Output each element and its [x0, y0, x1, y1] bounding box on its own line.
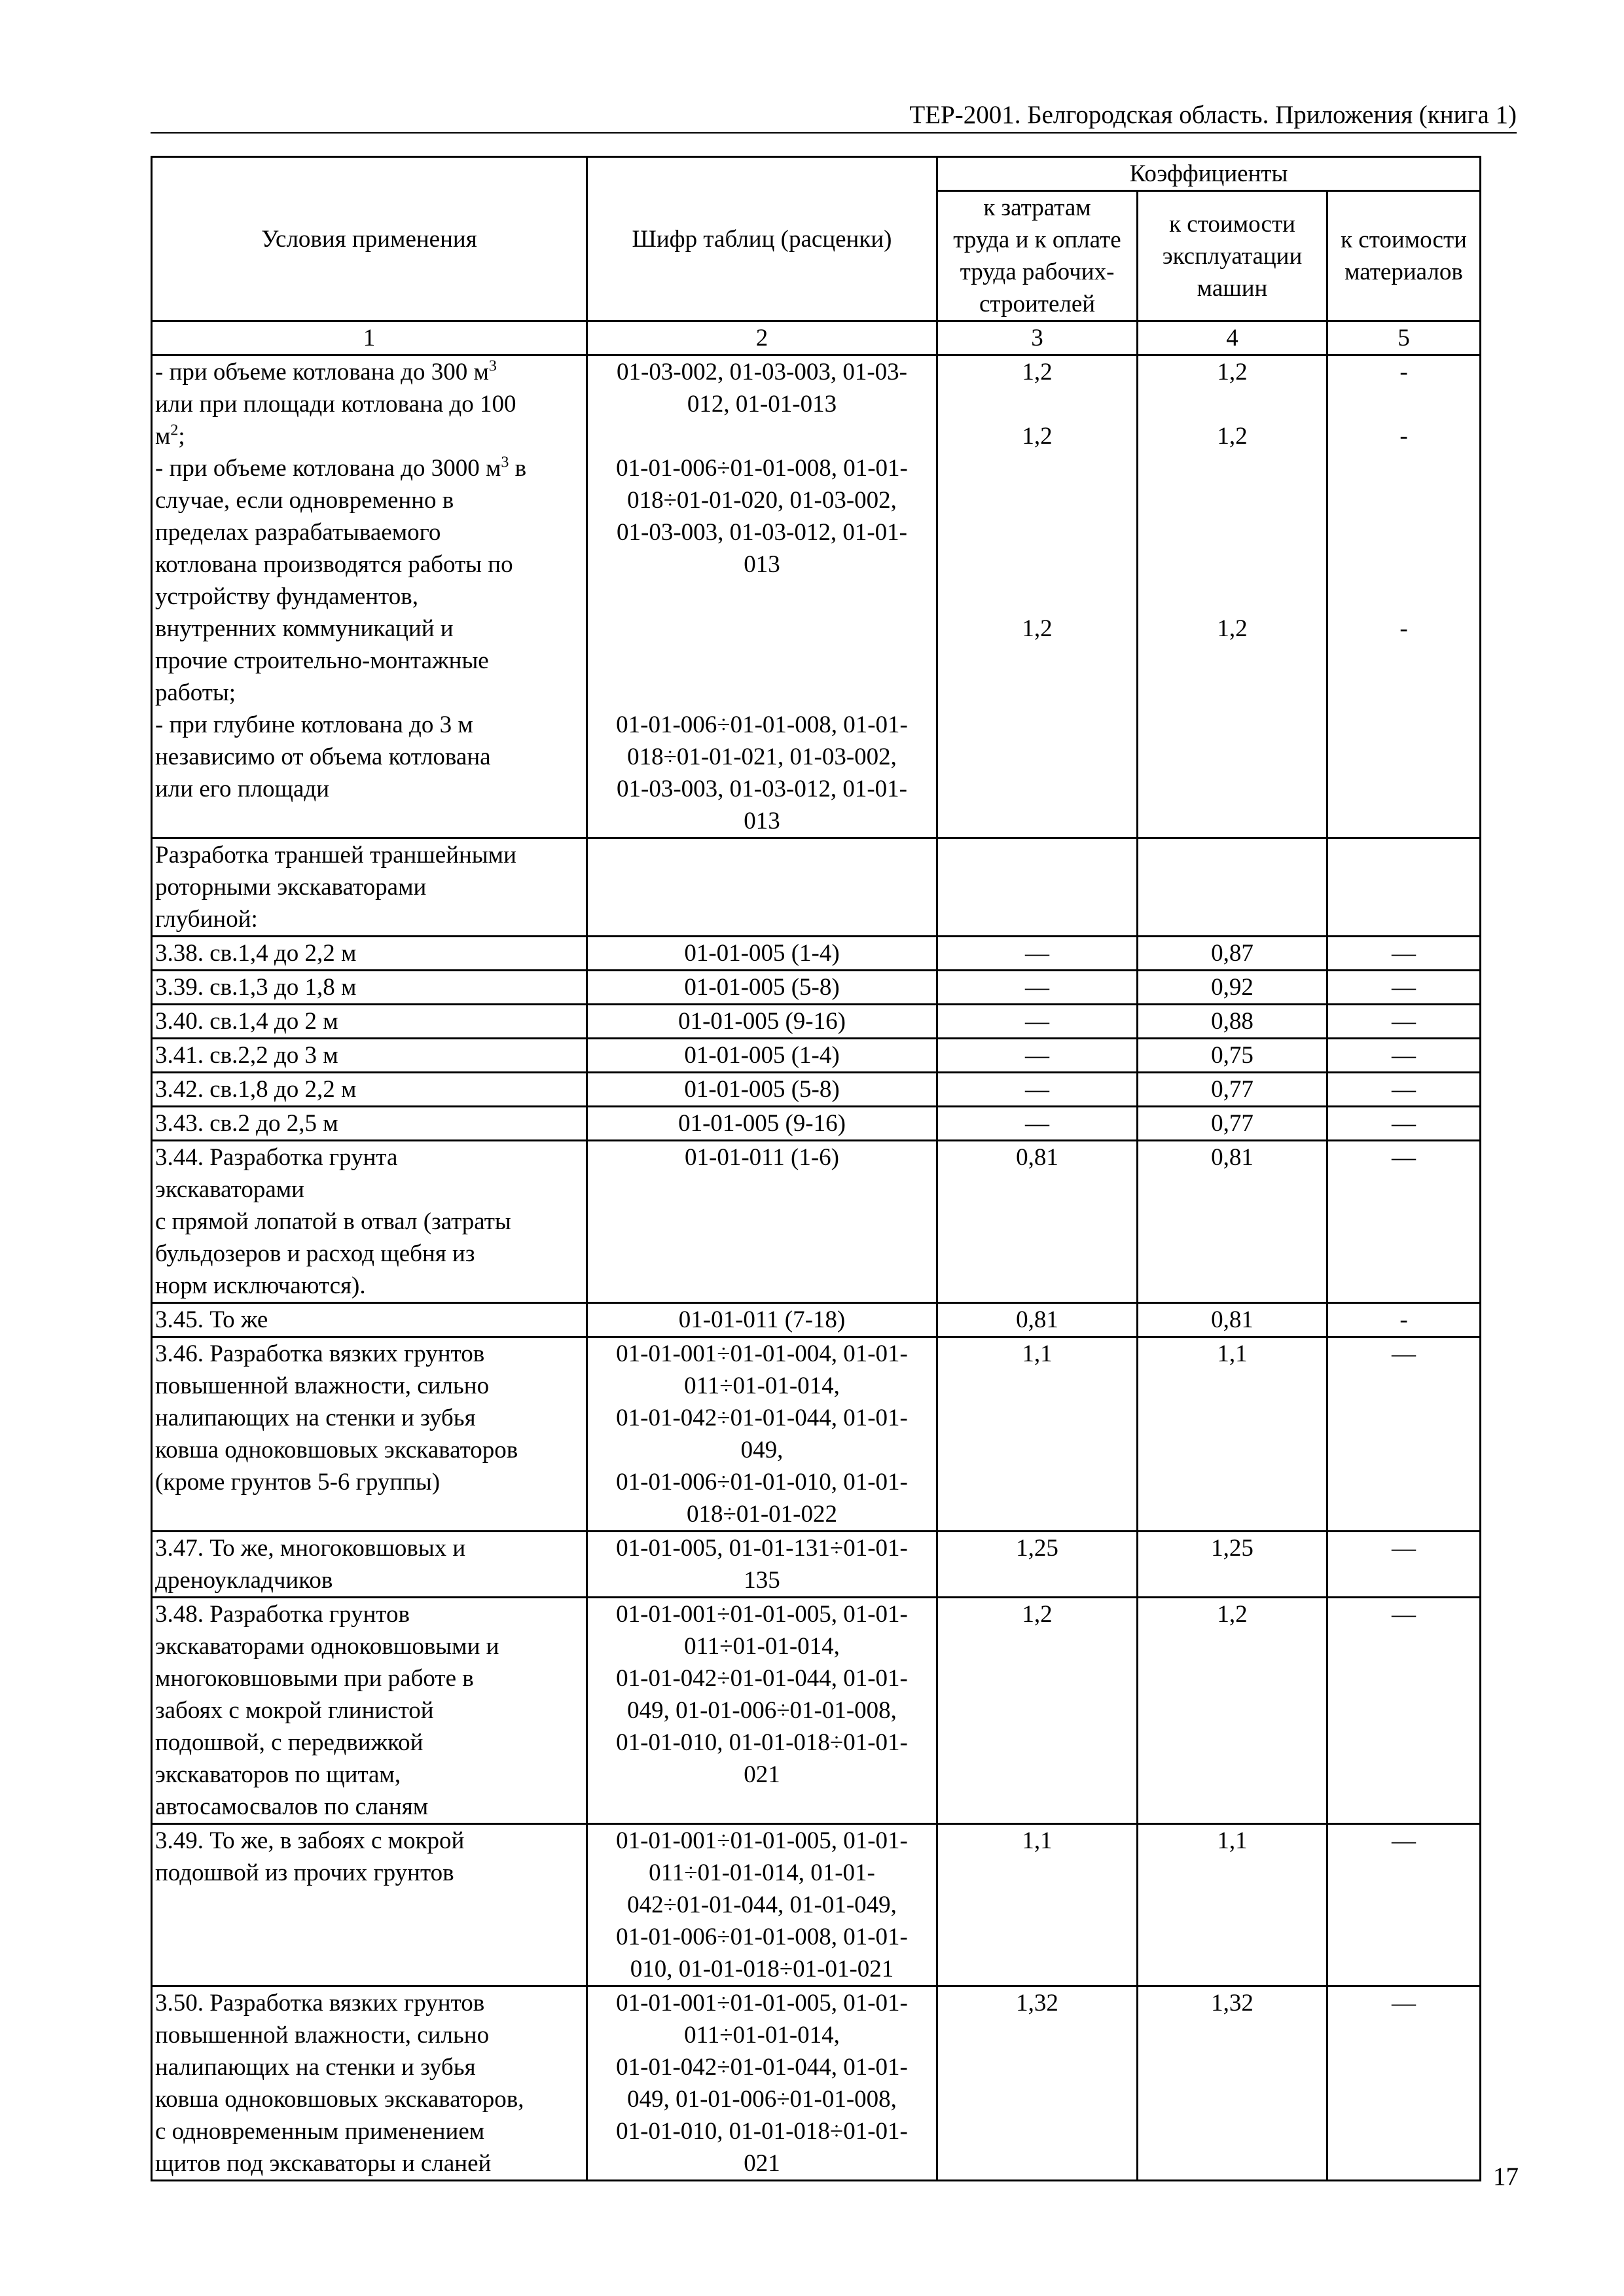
condition-cell: 3.46. Разработка вязких грунтов повышенной влажности, сильно налипающих на стенки и зубья ковша одноковшовых экскаваторов (кроме грунтов 5-6 группы) — [152, 1337, 587, 1532]
machine-coef-cell: 1,1 — [1138, 1824, 1327, 1986]
code-cell: 01-01-011 (7-18) — [587, 1303, 937, 1337]
condition-cell: 3.39. св.1,3 до 1,8 м — [152, 971, 587, 1005]
code-cell: 01-03-002, 01-03-003, 01-03- 012, 01-01-013 01-01-006÷01-01-008, 01-01- 018÷01-01-020, 01-03-002, 01-03-003, 01-03-012, 01-01- 013 01-01-006÷01-01-008, 01-01- 018÷01-01-021, 01-03-002, 01-03-003, 01-03-012, 01-01- 013 — [587, 355, 937, 838]
table-row — [152, 1039, 1481, 1073]
table-row — [152, 1005, 1481, 1039]
machine-coef-cell: 0,81 — [1138, 1303, 1327, 1337]
col-num-4: 4 — [1138, 321, 1327, 355]
condition-cell: 3.38. св.1,4 до 2,2 м — [152, 937, 587, 971]
material-coef-cell: — — [1327, 1532, 1481, 1598]
labor-coef-cell: — — [937, 1005, 1138, 1039]
condition-cell: 3.47. То же, многоковшовых и дреноукладчиков — [152, 1532, 587, 1598]
condition-cell: Разработка траншей траншейными роторными экскаваторами глубиной: — [152, 838, 587, 937]
code-cell: 01-01-005 (9-16) — [587, 1005, 937, 1039]
machine-coef-cell: 1,1 — [1138, 1337, 1327, 1532]
table-row — [152, 1303, 1481, 1337]
col-header-materials: к стоимости материалов — [1327, 191, 1481, 321]
coefficients-table — [151, 156, 1481, 2181]
table-row — [152, 971, 1481, 1005]
table-row — [152, 1141, 1481, 1303]
col-header-coefficients: Коэффициенты — [937, 157, 1481, 191]
col-num-1: 1 — [152, 321, 587, 355]
labor-coef-cell: — — [937, 971, 1138, 1005]
header-rule — [151, 132, 1517, 134]
col-num-2: 2 — [587, 321, 937, 355]
machine-coef-cell: 0,75 — [1138, 1039, 1327, 1073]
col-header-machines: к стоимости эксплуатации машин — [1138, 191, 1327, 321]
labor-coef-cell: 0,81 — [937, 1141, 1138, 1303]
labor-coef-cell — [937, 838, 1138, 937]
running-header: ТЕР-2001. Белгородская область. Приложения (книга 1) — [909, 101, 1517, 129]
code-cell: 01-01-001÷01-01-005, 01-01- 011÷01-01-014, 01-01-042÷01-01-044, 01-01- 049, 01-01-006÷01-01-008, 01-01-010, 01-01-018÷01-01- 021 — [587, 1598, 937, 1824]
material-coef-cell: — — [1327, 1005, 1481, 1039]
material-coef-cell: — — [1327, 1824, 1481, 1986]
table-row — [152, 1532, 1481, 1598]
table-row — [152, 1107, 1481, 1141]
machine-coef-cell: 0,88 — [1138, 1005, 1327, 1039]
labor-coef-cell: 1,25 — [937, 1532, 1138, 1598]
table-row — [152, 1337, 1481, 1532]
material-coef-cell: — — [1327, 1141, 1481, 1303]
page-number: 17 — [1493, 2162, 1519, 2191]
condition-cell: 3.42. св.1,8 до 2,2 м — [152, 1073, 587, 1107]
labor-coef-cell: 0,81 — [937, 1303, 1138, 1337]
code-cell — [587, 838, 937, 937]
code-cell: 01-01-005 (1-4) — [587, 1039, 937, 1073]
code-cell: 01-01-005 (9-16) — [587, 1107, 937, 1141]
table-row — [152, 1824, 1481, 1986]
material-coef-cell: - — [1327, 1303, 1481, 1337]
material-coef-cell: - - - — [1327, 355, 1481, 838]
labor-coef-cell: — — [937, 937, 1138, 971]
machine-coef-cell: 1,32 — [1138, 1986, 1327, 2181]
condition-cell: 3.50. Разработка вязких грунтов повышенной влажности, сильно налипающих на стенки и зубья ковша одноковшовых экскаваторов, с одновременным применением щитов под экскаваторы и сланей — [152, 1986, 587, 2181]
machine-coef-cell: 0,77 — [1138, 1107, 1327, 1141]
machine-coef-cell — [1138, 838, 1327, 937]
material-coef-cell: — — [1327, 1073, 1481, 1107]
col-header-labor: к затратам труда и к оплате труда рабочих- строителей — [937, 191, 1138, 321]
labor-coef-cell: — — [937, 1107, 1138, 1141]
code-cell: 01-01-011 (1-6) — [587, 1141, 937, 1303]
machine-coef-cell: 1,25 — [1138, 1532, 1327, 1598]
labor-coef-cell: 1,32 — [937, 1986, 1138, 2181]
condition-cell: 3.40. св.1,4 до 2 м — [152, 1005, 587, 1039]
material-coef-cell: — — [1327, 937, 1481, 971]
condition-cell: 3.44. Разработка грунта экскаваторами с прямой лопатой в отвал (затраты бульдозеров и расход щебня из норм исключаются). — [152, 1141, 587, 1303]
material-coef-cell: — — [1327, 1986, 1481, 2181]
col-header-code: Шифр таблиц (расценки) — [587, 157, 937, 321]
table-row — [152, 355, 1481, 838]
column-numbers-row — [152, 321, 1481, 355]
labor-coef-cell: — — [937, 1073, 1138, 1107]
material-coef-cell — [1327, 838, 1481, 937]
material-coef-cell: — — [1327, 971, 1481, 1005]
table-row — [152, 937, 1481, 971]
condition-cell: 3.49. То же, в забоях с мокрой подошвой из прочих грунтов — [152, 1824, 587, 1986]
labor-coef-cell: — — [937, 1039, 1138, 1073]
labor-coef-cell: 1,2 1,2 1,2 — [937, 355, 1138, 838]
material-coef-cell: — — [1327, 1337, 1481, 1532]
material-coef-cell: — — [1327, 1039, 1481, 1073]
code-cell: 01-01-005 (5-8) — [587, 1073, 937, 1107]
machine-coef-cell: 0,87 — [1138, 937, 1327, 971]
labor-coef-cell: 1,1 — [937, 1337, 1138, 1532]
condition-cell: 3.41. св.2,2 до 3 м — [152, 1039, 587, 1073]
machine-coef-cell: 1,2 — [1138, 1598, 1327, 1824]
table-row — [152, 838, 1481, 937]
code-cell: 01-01-001÷01-01-004, 01-01- 011÷01-01-014, 01-01-042÷01-01-044, 01-01- 049, 01-01-006÷01-01-010, 01-01- 018÷01-01-022 — [587, 1337, 937, 1532]
code-cell: 01-01-005 (1-4) — [587, 937, 937, 971]
condition-cell: 3.45. То же — [152, 1303, 587, 1337]
labor-coef-cell: 1,1 — [937, 1824, 1138, 1986]
machine-coef-cell: 0,92 — [1138, 971, 1327, 1005]
header-row-1 — [152, 157, 1481, 191]
table-row — [152, 1598, 1481, 1824]
machine-coef-cell: 0,81 — [1138, 1141, 1327, 1303]
code-cell: 01-01-005, 01-01-131÷01-01- 135 — [587, 1532, 937, 1598]
labor-coef-cell: 1,2 — [937, 1598, 1138, 1824]
table-row — [152, 1986, 1481, 2181]
machine-coef-cell: 1,2 1,2 1,2 — [1138, 355, 1327, 838]
col-num-3: 3 — [937, 321, 1138, 355]
condition-cell: 3.43. св.2 до 2,5 м — [152, 1107, 587, 1141]
condition-cell: 3.48. Разработка грунтов экскаваторами одноковшовыми и многоковшовыми при работе в забоях с мокрой глинистой подошвой, с передвижкой экскаваторов по щитам, автосамосвалов по сланям — [152, 1598, 587, 1824]
col-header-conditions: Условия применения — [152, 157, 587, 321]
col-num-5: 5 — [1327, 321, 1481, 355]
table-row — [152, 1073, 1481, 1107]
code-cell: 01-01-001÷01-01-005, 01-01- 011÷01-01-014, 01-01-042÷01-01-044, 01-01- 049, 01-01-006÷01-01-008, 01-01-010, 01-01-018÷01-01- 021 — [587, 1986, 937, 2181]
machine-coef-cell: 0,77 — [1138, 1073, 1327, 1107]
condition-cell: - при объеме котлована до 300 $м^3$ или при площади котлована до 100 $м^2$; - при объеме котлована до 3000 $м^3$ в случае, если одновременно в пределах разрабатываемого котлована производятся работы по устройству фундаментов, внутренних коммуникаций и прочие строительно-монтажные работы; - при глубине котлована до 3 м независимо от объема котлована или его площади — [152, 355, 587, 838]
code-cell: 01-01-001÷01-01-005, 01-01- 011÷01-01-014, 01-01- 042÷01-01-044, 01-01-049, 01-01-006÷01-01-008, 01-01- 010, 01-01-018÷01-01-021 — [587, 1824, 937, 1986]
material-coef-cell: — — [1327, 1107, 1481, 1141]
code-cell: 01-01-005 (5-8) — [587, 971, 937, 1005]
material-coef-cell: — — [1327, 1598, 1481, 1824]
